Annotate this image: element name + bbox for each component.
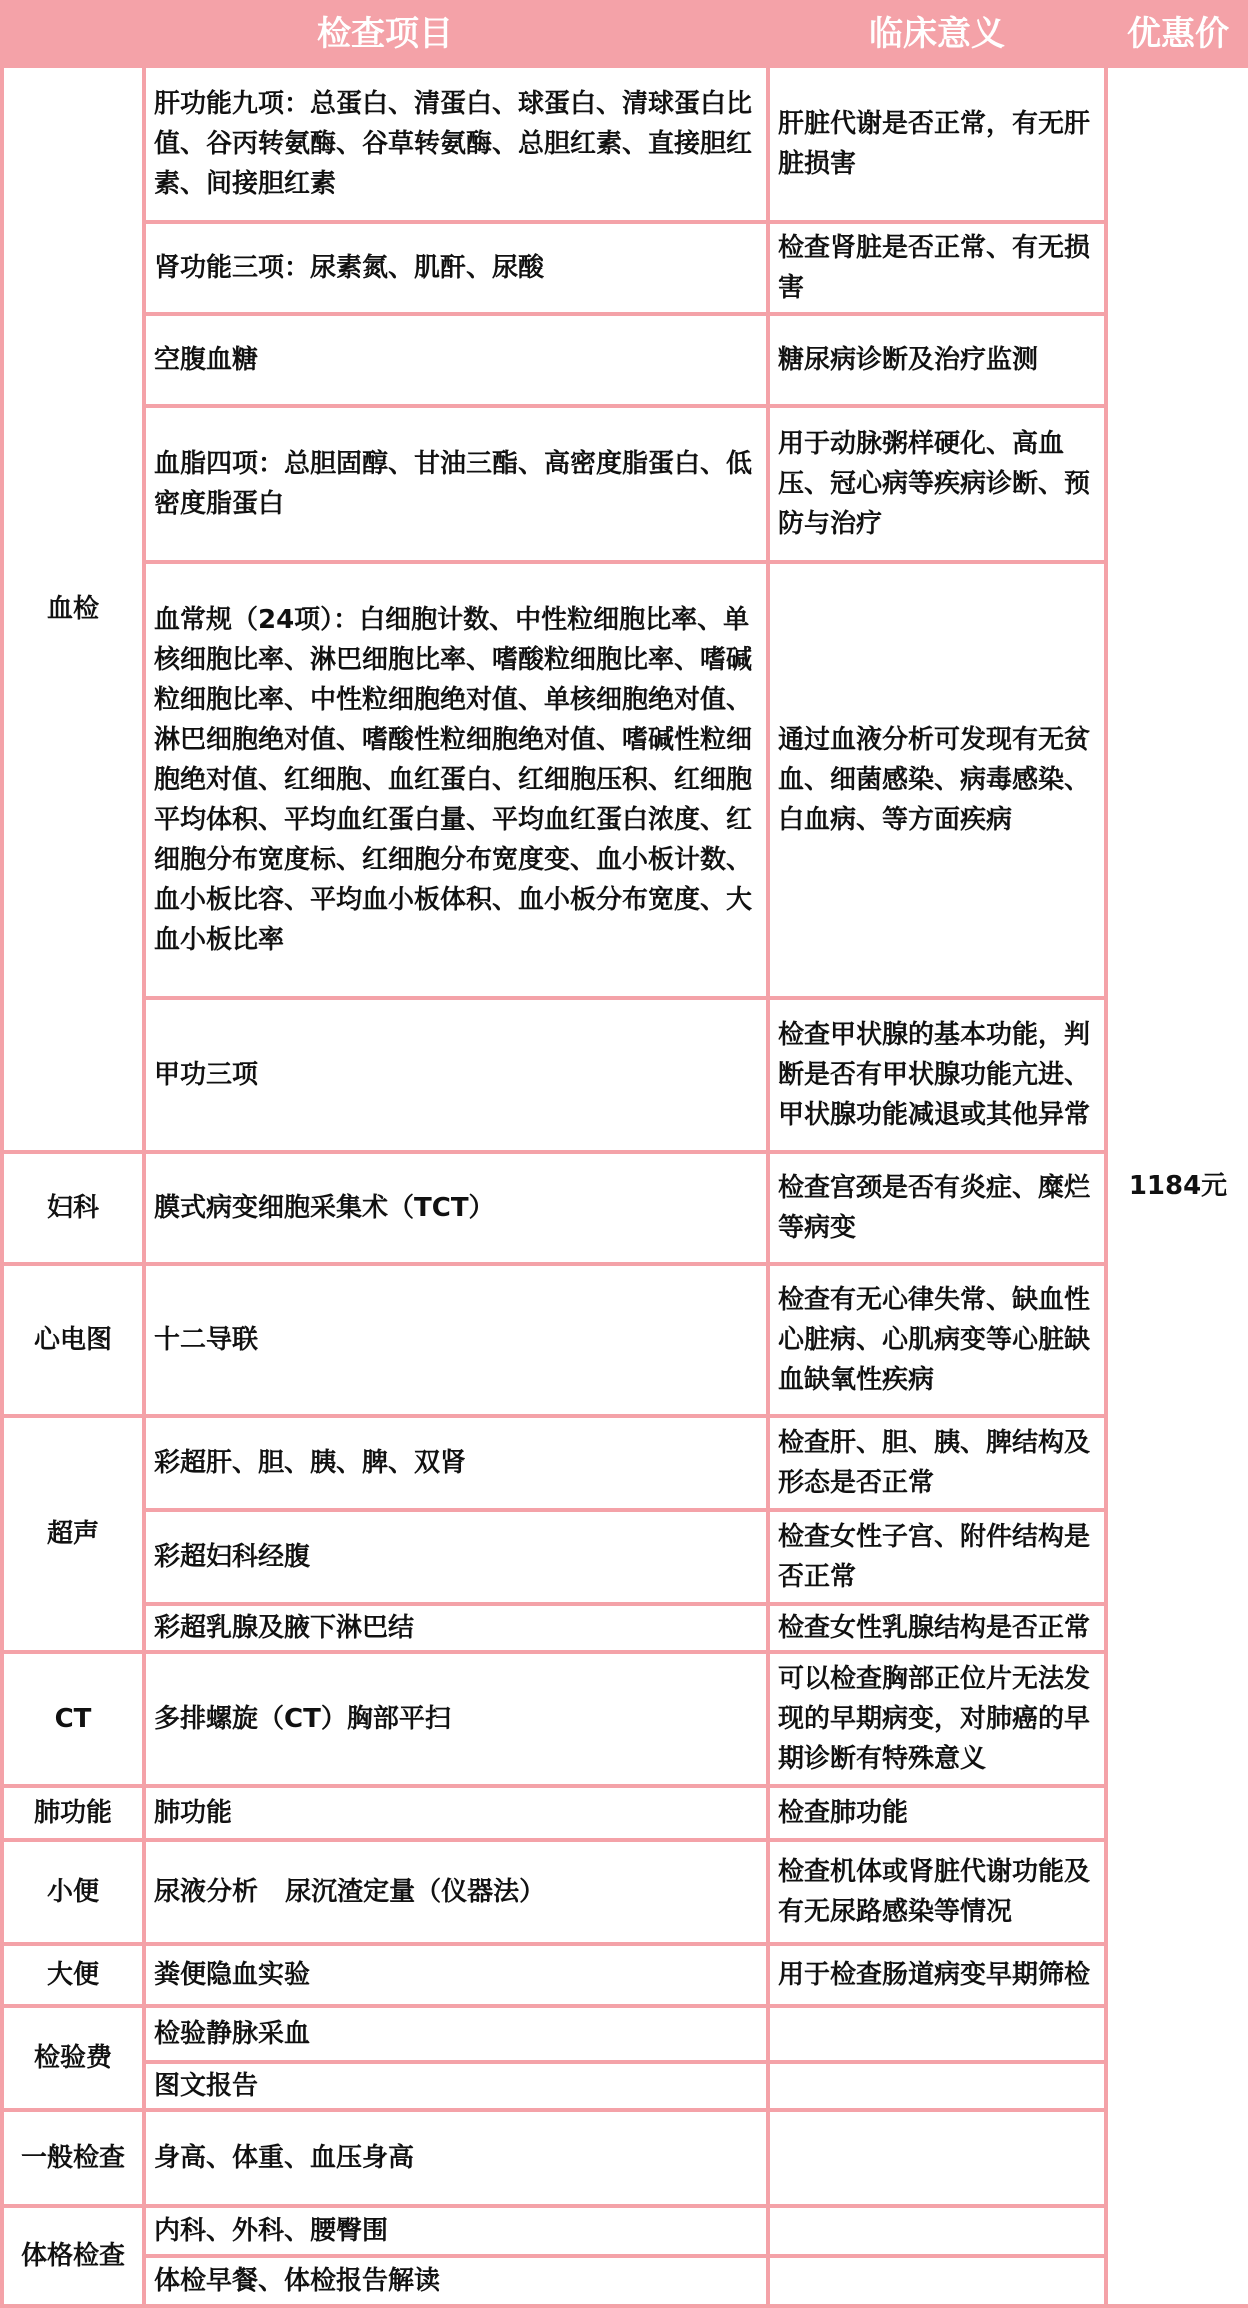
item-cell: 彩超肝、胆、胰、脾、双肾 [146, 1418, 766, 1508]
price-cell: 1184元 [1108, 68, 1248, 2304]
item-cell: 尿液分析 尿沉渣定量（仪器法） [146, 1842, 766, 1942]
meaning-cell: 可以检查胸部正位片无法发现的早期病变，对肺癌的早期诊断有特殊意义 [770, 1654, 1104, 1784]
table-row [4, 1266, 1248, 1414]
meaning-cell: 检查有无心律失常、缺血性心脏病、心肌病变等心脏缺血缺氧性疾病 [770, 1266, 1104, 1414]
meaning-cell: 检查女性乳腺结构是否正常 [770, 1606, 1104, 1650]
meaning-cell [770, 2008, 1104, 2060]
meaning-cell: 肝脏代谢是否正常，有无肝脏损害 [770, 68, 1104, 220]
item-cell: 彩超妇科经腹 [146, 1512, 766, 1602]
table-row [4, 1788, 1248, 1838]
item-cell: 多排螺旋（CT）胸部平扫 [146, 1654, 766, 1784]
category-stool: 大便 [4, 1946, 142, 2004]
category-physical: 体格检查 [4, 2208, 142, 2304]
category-ecg: 心电图 [4, 1266, 142, 1414]
meaning-cell: 通过血液分析可发现有无贫血、细菌感染、病毒感染、白血病、等方面疾病 [770, 564, 1104, 996]
item-cell: 肾功能三项：尿素氮、肌酐、尿酸 [146, 224, 766, 312]
table-row [4, 2064, 1248, 2108]
header-item: 检查项目 [4, 4, 766, 64]
item-cell: 甲功三项 [146, 1000, 766, 1150]
table-row [4, 1418, 1248, 1508]
table-row [4, 1512, 1248, 1602]
header-price: 优惠价 [1108, 4, 1248, 64]
table-row [4, 224, 1248, 312]
category-gyn: 妇科 [4, 1154, 142, 1262]
item-cell: 身高、体重、血压身高 [146, 2112, 766, 2204]
meaning-cell: 检查肾脏是否正常、有无损害 [770, 224, 1104, 312]
item-cell: 肺功能 [146, 1788, 766, 1838]
item-cell: 空腹血糖 [146, 316, 766, 404]
table-row [4, 1842, 1248, 1942]
item-cell: 血常规（24项）：白细胞计数、中性粒细胞比率、单核细胞比率、淋巴细胞比率、嗜酸粒细胞比率、嗜碱粒细胞比率、中性粒细胞绝对值、单核细胞绝对值、淋巴细胞绝对值、嗜酸性粒细胞绝对值、嗜碱性粒细胞绝对值、红细胞、血红蛋白、红细胞压积、红细胞平均体积、平均血红蛋白量、平均血红蛋白浓度、红细胞分布宽度标、红细胞分布宽度变、血小板计数、血小板比容、平均血小板体积、血小板分布宽度、大血小板比率 [146, 564, 766, 996]
category-general: 一般检查 [4, 2112, 142, 2204]
table-row [4, 1654, 1248, 1784]
meaning-cell: 用于动脉粥样硬化、高血压、冠心病等疾病诊断、预防与治疗 [770, 408, 1104, 560]
item-cell: 彩超乳腺及腋下淋巴结 [146, 1606, 766, 1650]
table-row [4, 2258, 1248, 2304]
table-row [4, 2208, 1248, 2254]
item-cell: 肝功能九项：总蛋白、清蛋白、球蛋白、清球蛋白比值、谷丙转氨酶、谷草转氨酶、总胆红素、直接胆红素、间接胆红素 [146, 68, 766, 220]
header-row [4, 4, 1248, 64]
table-row [4, 1154, 1248, 1262]
category-urine: 小便 [4, 1842, 142, 1942]
category-lung: 肺功能 [4, 1788, 142, 1838]
table-row [4, 316, 1248, 404]
meaning-cell [770, 2112, 1104, 2204]
meaning-cell: 检查女性子宫、附件结构是否正常 [770, 1512, 1104, 1602]
meaning-cell [770, 2064, 1104, 2108]
header-meaning: 临床意义 [770, 4, 1104, 64]
table-row [4, 408, 1248, 560]
item-cell: 血脂四项：总胆固醇、甘油三酯、高密度脂蛋白、低密度脂蛋白 [146, 408, 766, 560]
meaning-cell: 检查甲状腺的基本功能，判断是否有甲状腺功能亢进、甲状腺功能减退或其他异常 [770, 1000, 1104, 1150]
category-lab-fee: 检验费 [4, 2008, 142, 2108]
meaning-cell: 检查机体或肾脏代谢功能及有无尿路感染等情况 [770, 1842, 1104, 1942]
table-row [4, 564, 1248, 996]
meaning-cell: 检查宫颈是否有炎症、糜烂等病变 [770, 1154, 1104, 1262]
meaning-cell [770, 2258, 1104, 2304]
category-ct: CT [4, 1654, 142, 1784]
table-row [4, 2008, 1248, 2060]
item-cell: 内科、外科、腰臀围 [146, 2208, 766, 2254]
item-cell: 粪便隐血实验 [146, 1946, 766, 2004]
item-cell: 体检早餐、体检报告解读 [146, 2258, 766, 2304]
table-row [4, 1606, 1248, 1650]
item-cell: 检验静脉采血 [146, 2008, 766, 2060]
meaning-cell [770, 2208, 1104, 2254]
item-cell: 十二导联 [146, 1266, 766, 1414]
item-cell: 膜式病变细胞采集术（TCT） [146, 1154, 766, 1262]
category-ultrasound: 超声 [4, 1418, 142, 1650]
table-row [4, 2112, 1248, 2204]
category-blood: 血检 [4, 68, 142, 1150]
meaning-cell: 检查肝、胆、胰、脾结构及形态是否正常 [770, 1418, 1104, 1508]
table-row [4, 1000, 1248, 1150]
item-cell: 图文报告 [146, 2064, 766, 2108]
table-row [4, 1946, 1248, 2004]
table-row [4, 68, 1248, 220]
meaning-cell: 检查肺功能 [770, 1788, 1104, 1838]
meaning-cell: 糖尿病诊断及治疗监测 [770, 316, 1104, 404]
meaning-cell: 用于检查肠道病变早期筛检 [770, 1946, 1104, 2004]
